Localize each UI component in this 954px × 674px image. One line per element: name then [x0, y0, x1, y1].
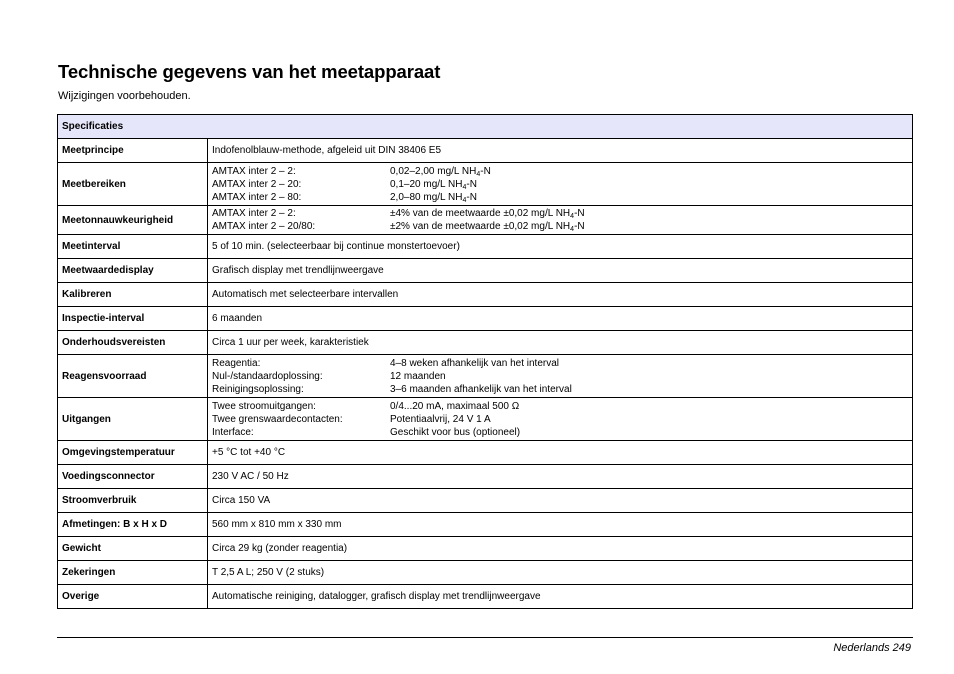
row-label-gewicht: Gewicht [58, 537, 208, 561]
reagent-item [212, 383, 908, 396]
row-label-uitgangen: Uitgangen [58, 398, 208, 441]
row-value-uitgangen [208, 398, 913, 441]
reagent-item [212, 370, 908, 383]
reagent-key: Reinigingsoplossing: [212, 383, 304, 395]
table-row [58, 585, 913, 609]
row-label-meetprincipe: Meetprincipe [58, 139, 208, 163]
row-value-overige: Automatische reiniging, datalogger, grafisch display met trendlijnweergave [208, 585, 913, 609]
row-label-reagensvoorraad: Reagensvoorraad [58, 355, 208, 398]
row-value-kalibreren: Automatisch met selecteerbare intervallen [208, 283, 913, 307]
row-label-overige: Overige [58, 585, 208, 609]
row-label-zekeringen: Zekeringen [58, 561, 208, 585]
row-label-omgevingstemperatuur: Omgevingstemperatuur [58, 441, 208, 465]
output-item [212, 400, 908, 413]
row-value-gewicht: Circa 29 kg (zonder reagentia) [208, 537, 913, 561]
row-value-stroomverbruik: Circa 150 VA [208, 489, 913, 513]
specifications-table [57, 114, 913, 609]
table-row [58, 139, 913, 163]
row-value-meetwaardedisplay: Grafisch display met trendlijnweergave [208, 259, 913, 283]
range-key: AMTAX inter 2 – 2: [212, 165, 296, 177]
table-row [58, 513, 913, 537]
output-key: Twee stroomuitgangen: [212, 400, 316, 412]
page-footer: Nederlands 249 [833, 642, 911, 654]
row-label-meetinterval: Meetinterval [58, 235, 208, 259]
table-row [58, 163, 913, 206]
row-label-inspectie: Inspectie-interval [58, 307, 208, 331]
table-header-row [58, 115, 913, 139]
row-label-meetbereiken: Meetbereiken [58, 163, 208, 206]
table-row [58, 355, 913, 398]
table-row [58, 206, 913, 235]
output-value: Potentiaalvrij, 24 V 1 A [390, 413, 491, 425]
row-value-omgevingstemperatuur: +5 °C tot +40 °C [208, 441, 913, 465]
output-key: Interface: [212, 426, 254, 438]
table-row [58, 259, 913, 283]
table-row [58, 283, 913, 307]
table-row [58, 441, 913, 465]
reagent-item [212, 357, 908, 370]
table-row [58, 561, 913, 585]
row-label-meetwaardedisplay: Meetwaardedisplay [58, 259, 208, 283]
output-value: Geschikt voor bus (optioneel) [390, 426, 521, 438]
reagent-key: Nul-/standaardoplossing: [212, 370, 323, 382]
table-row [58, 331, 913, 355]
row-value-voedingsconnector: 230 V AC / 50 Hz [208, 465, 913, 489]
row-value-afmetingen: 560 mm x 810 mm x 330 mm [208, 513, 913, 537]
row-value-meetprincipe: Indofenolblauw-methode, afgeleid uit DIN 38406 E5 [208, 139, 913, 163]
page-title: Technische gegevens van het meetapparaat [58, 61, 441, 82]
row-label-afmetingen: Afmetingen: B x H x D [58, 513, 208, 537]
row-value-inspectie: 6 maanden [208, 307, 913, 331]
range-key: AMTAX inter 2 – 20: [212, 178, 302, 190]
range-item [212, 165, 908, 178]
range-key: AMTAX inter 2 – 80: [212, 191, 302, 203]
accuracy-value: ±4% van de meetwaarde ±0,02 mg/L $NH_4-N$ [390, 208, 585, 220]
table-row [58, 235, 913, 259]
output-value: 0/4...20 mA, maximaal 500 Ω [390, 400, 520, 412]
page-subtitle: Wijzigingen voorbehouden. [58, 90, 191, 102]
range-value: 0,1–20 mg/L $NH_4-N$ [390, 178, 477, 191]
table-row [58, 465, 913, 489]
row-value-zekeringen: T 2,5 A L; 250 V (2 stuks) [208, 561, 913, 585]
row-value-meetbereiken [208, 163, 913, 206]
row-label-voedingsconnector: Voedingsconnector [58, 465, 208, 489]
range-value: 2,0–80 mg/L $NH_4-N$ [390, 191, 477, 204]
row-label-onderhoud: Onderhoudsvereisten [58, 331, 208, 355]
row-value-onderhoud: Circa 1 uur per week, karakteristiek [208, 331, 913, 355]
table-row [58, 307, 913, 331]
reagent-value: 12 maanden [390, 370, 446, 382]
table-row [58, 537, 913, 561]
range-value: 0,02–2,00 mg/L $NH_4-N$ [390, 165, 491, 178]
row-label-kalibreren: Kalibreren [58, 283, 208, 307]
output-item [212, 426, 908, 439]
accuracy-item [212, 220, 908, 233]
row-label-stroomverbruik: Stroomverbruik [58, 489, 208, 513]
row-value-reagensvoorraad [208, 355, 913, 398]
table-header: Specificaties [58, 115, 913, 139]
reagent-value: 3–6 maanden afhankelijk van het interval [390, 383, 572, 395]
output-item [212, 413, 908, 426]
accuracy-value: ±2% van de meetwaarde ±0,02 mg/L $NH_4-N$ [390, 221, 585, 233]
accuracy-key: AMTAX inter 2 – 2: [212, 208, 296, 219]
row-label-meetonnauwkeurigheid: Meetonnauwkeurigheid [58, 206, 208, 235]
accuracy-item [212, 207, 908, 220]
range-item [212, 178, 908, 191]
table-row [58, 398, 913, 441]
row-value-meetinterval: 5 of 10 min. (selecteerbaar bij continue monstertoevoer) [208, 235, 913, 259]
reagent-value: 4–8 weken afhankelijk van het interval [390, 357, 559, 369]
accuracy-key: AMTAX inter 2 – 20/80: [212, 221, 316, 232]
reagent-key: Reagentia: [212, 357, 261, 369]
range-item [212, 191, 908, 204]
table-row [58, 489, 913, 513]
row-value-meetonnauwkeurigheid [208, 206, 913, 235]
output-key: Twee grenswaardecontacten: [212, 413, 343, 425]
footer-divider [57, 637, 913, 638]
